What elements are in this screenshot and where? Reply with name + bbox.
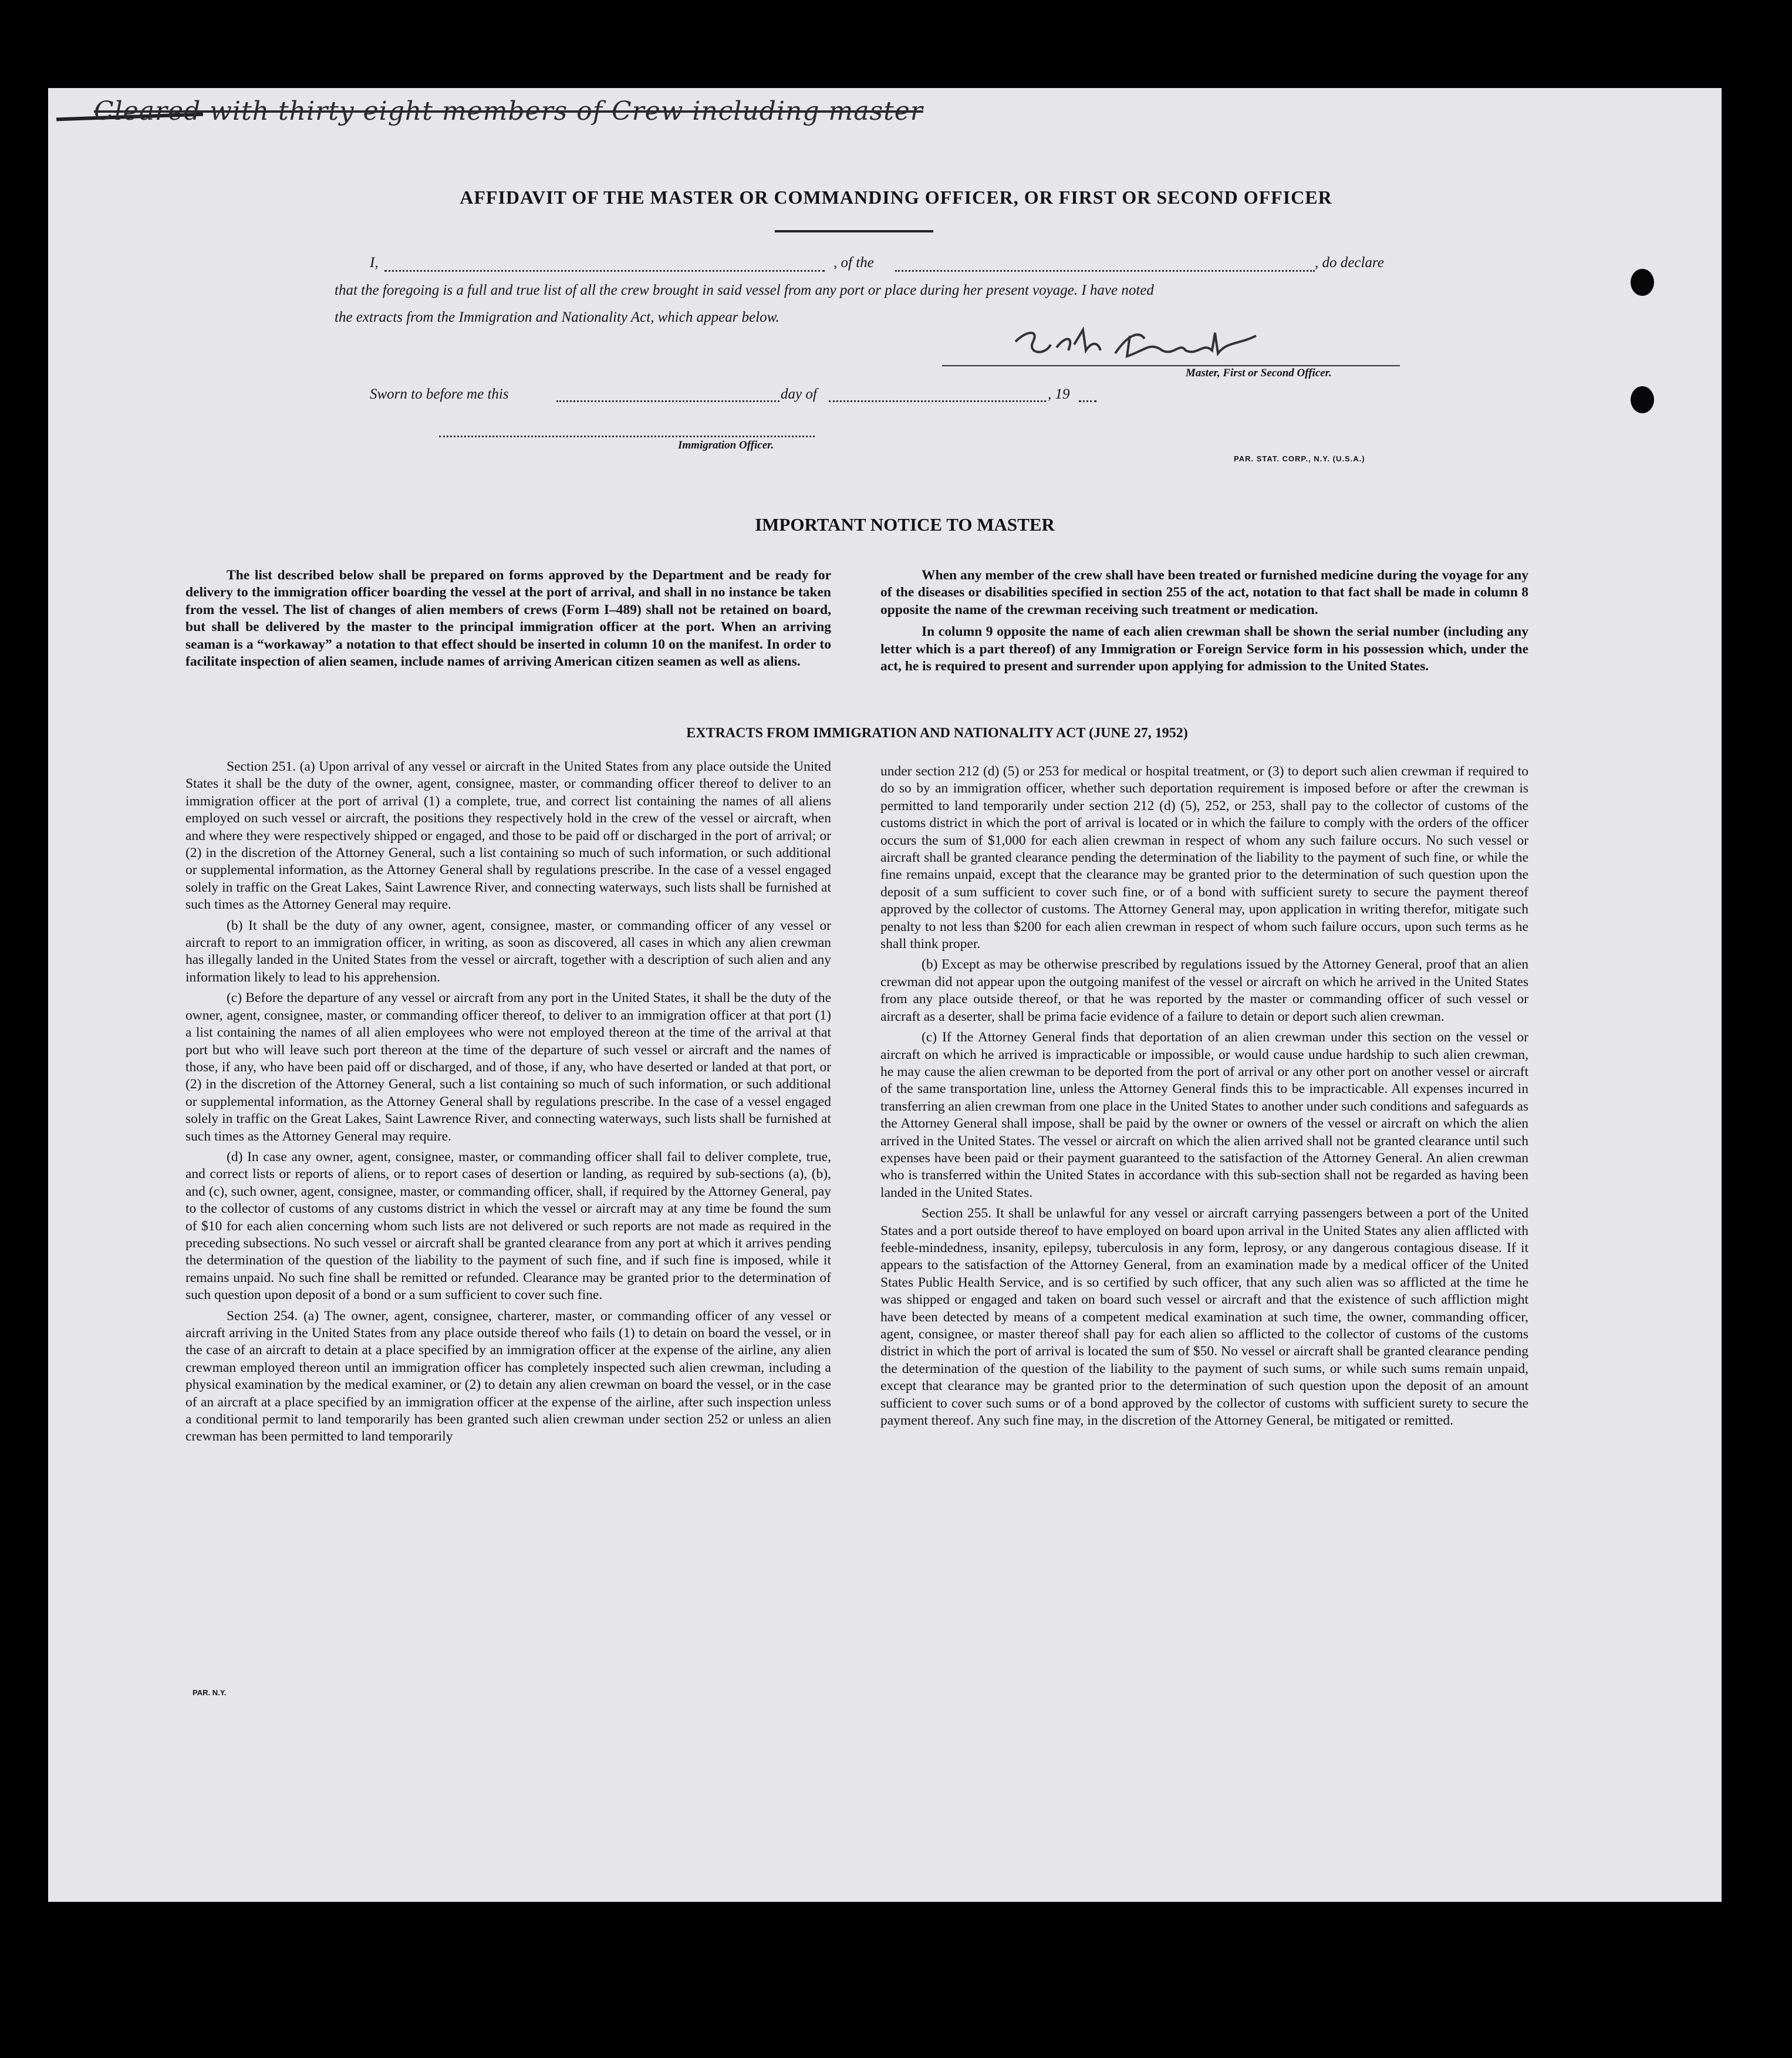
extract-section-254a-continued: under section 212 (d) (5) or 253 for medical or hospital treatment, or (3) to deport such alien crewman if required to do so by an immigration officer, whether such deportation requirement is imposed before or after the crewman is permitted to land temporarily under section 212 (d) (5), 252, or 253, shall pay to the collector of customs of the customs district in which the port of arrival is located or in which the failure to comply with the orders of the officer occurs the sum of $1,000 for each alien crewman in respect of whom any such failure occurs. No such vessel or aircraft shall be granted clearance pending the determination of the liability to the payment of such fine, or while the fine remains unpaid, except that the clearance may be granted prior to the determination of such question upon the deposit of a sum sufficient to cover such fine, or of a bond with sufficient surety to secure the payment thereof approved by the collector of customs. The Attorney General may, upon application in writing therefor, mitigate such penalty to not less than $200 for each alien crewman in respect of whom such failure occurs, upon such terms as he shall think proper. [880, 764, 1528, 952]
officer-signature-line [439, 436, 815, 437]
notice-left-paragraph: The list described below shall be prepared on forms approved by the Department and be ready for delivery to the immigration officer boarding the vessel at the port of arrival, and shall in no instance be taken from the vessel. The list of changes of alien members of crews (Form I–489) shall not be retained on board, but shall be delivered by the master to the principal immigration officer at the port. When an arriving seaman is a “workaway” a notation to that effect should be inserted in column 10 on the manifest. In order to facilitate inspection of alien seamen, include names of arriving American citizen seamen as well as aliens. [185, 568, 831, 670]
notice-right-column [880, 567, 1528, 675]
extract-section-251a: Section 251. (a) Upon arrival of any vessel or aircraft in the United States from any place outside the United States it shall be the duty of the owner, agent, consignee, master, or commanding officer thereof to deliver to an immigration officer at the port of arrival (1) a complete, true, and correct list containing the names of all aliens employed on such vessel or aircraft, the positions they respectively hold in the crew of the vessel or aircraft, when and where they were respectively shipped or engaged, and those to be paid off or discharged in the port of arrival; or (2) in the discretion of the Attorney General, such a list containing so much of such information, or such additional or supplemental information, as the Attorney General shall by regulations prescribe. In the case of a vessel engaged solely in traffic on the Great Lakes, Saint Lawrence River, and connecting waterways, such lists shall be furnished at such times as the Attorney General may require. [185, 759, 831, 913]
extract-section-255: Section 255. It shall be unlawful for any vessel or aircraft carrying passengers between a port of the United States and a port outside thereof to have employed on board upon arrival in the United States any alien afflicted with feeble-mindedness, insanity, epilepsy, tuberculosis in any form, leprosy, or any dangerous contagious disease. If it appears to the satisfaction of the Attorney General, from an examination made by a medical officer of the United States Public Health Service, and is so certified by such officer, that any such alien was so afflicted at the time he was shipped or engaged and taken on board such vessel or aircraft and that the existence of such affliction might have been detected by means of a competent medical examination at such time, the owner, commanding officer, agent, consignee, or master thereof shall pay for each alien so afflicted to the collector of customs of the customs district in which the port of arrival is located the sum of $50. No vessel or aircraft shall be granted clearance pending the determination of the question of the liability to the payment of such sums, or while such sums remain unpaid, except that clearance may be granted prior to the determination of such question upon the deposit of an amount sufficient to cover such sums or of a bond approved by the collector of customs with sufficient surety to secure the payment thereof. Any such fine may, in the discretion of the Attorney General, be mitigated or remitted. [880, 1206, 1528, 1429]
extract-section-254b: (b) Except as may be otherwise prescribed by regulations issued by the Attorney General, proof that an alien crewman did not appear upon the outgoing manifest of the vessel or aircraft on which he arrived in the United States from any place outside thereof, or that he was reported by the master or commanding officer of such vessel or aircraft as a deserter, shall be prima facie evidence of a failure to detain or deport such alien crewman. [880, 957, 1528, 1024]
signature-line [942, 365, 1400, 366]
do-declare-label: , do declare [1315, 255, 1384, 271]
vessel-field-line [895, 270, 1315, 272]
extracts-right-column [880, 763, 1528, 1429]
affidavit-body-line2: the extracts from the Immigration and Nationality Act, which appear below. [335, 309, 779, 325]
extract-section-251c: (c) Before the departure of any vessel or aircraft from any port in the United States, it shall be the duty of the owner, agent, consignee, master, or commanding officer thereof, to deliver to an immigration officer at that port (1) a list containing the names of all alien employees who were not employed thereon at the time of the arrival at that port but who will leave such port thereon at the time of the departure of such vessel or aircraft and the names of those, if any, who have been paid off or discharged, and of those, if any, who have deserted or landed at that port, or (2) in the discretion of the Attorney General, such a list containing so much of such information, or such additional or supplemental information, as the Attorney General shall by regulations prescribe. In the case of a vessel engaged solely in traffic on the Great Lakes, Saint Lawrence River, and connecting waterways, such lists shall be furnished at such times as the Attorney General may require. [185, 990, 831, 1144]
notice-right-paragraph-2: In column 9 opposite the name of each alien crewman shall be shown the serial number (including any letter which is a part thereof) of any Immigration or Foreign Service form in his possession which, under the act, he is required to present and surrender upon applying for admission to the United States. [880, 624, 1528, 674]
name-field-line [384, 270, 825, 272]
extracts-left-column [185, 758, 831, 1446]
handwritten-note: Cleared with thirty eight members of Crew including master [94, 96, 923, 126]
notice-left-column [185, 567, 831, 670]
extracts-title: EXTRACTS FROM IMMIGRATION AND NATIONALITY ACT (JUNE 27, 1952) [686, 726, 1188, 741]
title-rule [775, 230, 933, 232]
day-of-label: day of [781, 386, 817, 402]
notice-right-paragraph-1: When any member of the crew shall have been treated or furnished medicine during the voyage for any of the diseases or disabilities specified in section 255 of the act, notation to that fact shall be made in column 8 opposite the name of the crewman receiving such treatment or medication. [880, 568, 1528, 618]
affidavit-body-line1: that the foregoing is a full and true list of all the crew brought in said vessel from any port or place during her present voyage. I have noted [335, 282, 1154, 298]
extract-section-254c: (c) If the Attorney General finds that deportation of an alien crewman under this section on the vessel or aircraft on which he arrived is impracticable or impossible, or would cause undue hardship to such alien crewman, he may cause the alien crewman to be deported from the port of arrival or any other port on another vessel or aircraft of the same transportation line, unless the Attorney General finds this to be impracticable. All expenses incurred in transferring an alien crewman from one place in the United States to another under such conditions and safeguards as the Attorney General shall impose, shall be paid by the owner or owners of the vessel or aircraft on which the alien arrived in the United States. The vessel or aircraft on which the alien arrived shall not be granted clearance until such expenses have been paid or their payment guaranteed to the satisfaction of the Attorney General. An alien crewman who is transferred within the United States in accordance with this sub-section shall not be regarded as having been landed in the United States. [880, 1030, 1528, 1200]
punch-hole-top [1631, 269, 1654, 296]
extract-section-251b: (b) It shall be the duty of any owner, agent, consignee, master, or commanding officer of any vessel or aircraft to report to an immigration officer, in writing, as soon as discovered, all cases in which any alien crewman has illegally landed in the United States from the vessel or aircraft, together with a description of such alien and any information likely to lead to his apprehension. [185, 917, 831, 985]
affidavit-title: AFFIDAVIT OF THE MASTER OR COMMANDING OFFICER, OR FIRST OR SECOND OFFICER [460, 187, 1332, 208]
sworn-month-line [829, 400, 1046, 402]
notice-title: IMPORTANT NOTICE TO MASTER [755, 514, 1055, 535]
extract-section-254a: Section 254. (a) The owner, agent, consignee, charterer, master, or commanding officer of any vessel or aircraft arriving in the United States from any place outside thereof who fails (1) to detain on board the vessel, or in the case of an aircraft to detain at a place specified by an immigration officer at the expense of the airline, any alien crewman employed thereon until an immigration officer has completely inspected such alien crewman, including a physical examination by the medical examiner, or (2) to detain any alien crewman on board the vessel, or in the case of an aircraft at a place specified by an immigration officer at the expense of the airline, after such inspection unless a conditional permit to land temporarily has been granted such alien crewman under section 252 or unless an alien crewman has been permitted to land temporarily [185, 1308, 831, 1445]
extract-section-251d: (d) In case any owner, agent, consignee, master, or commanding officer shall fail to deliver complete, true, and correct lists or reports of aliens, or to report cases of desertion or landing, as required by sub-sections (a), (b), and (c), such owner, agent, consignee, master, or commanding officer, shall, if required by the Attorney General, pay to the collector of customs of any customs district in which the vessel or aircraft may at any time be found the sum of $10 for each alien concerning whom such lists are not delivered or such reports are not made as required in the preceding subsections. No such vessel or aircraft shall be granted clearance from any port at which it arrives pending the determination of the question of the liability to the payment of such fine, and if such fine is imposed, while it remains unpaid. No such fine shall be remitted or refunded. Clearance may be granted prior to the determination of such question upon deposit of a bond or a sum sufficient to cover such fine. [185, 1149, 831, 1303]
sworn-day-line [556, 400, 779, 402]
year-field-line [1079, 400, 1096, 402]
sworn-label: Sworn to before me this [370, 386, 509, 402]
officer-signature [1010, 324, 1262, 371]
of-the-label: , of the [833, 255, 874, 271]
printer-mark: PAR. STAT. CORP., N.Y. (U.S.A.) [1234, 454, 1365, 463]
signature-caption: Master, First or Second Officer. [1186, 367, 1332, 379]
footer-printer-mark: PAR. N.Y. [193, 1688, 227, 1697]
punch-hole-bottom [1631, 386, 1654, 413]
affidavit-i-label: I, [370, 255, 379, 271]
year-label: , 19 [1048, 386, 1070, 402]
officer-caption: Immigration Officer. [678, 439, 774, 451]
